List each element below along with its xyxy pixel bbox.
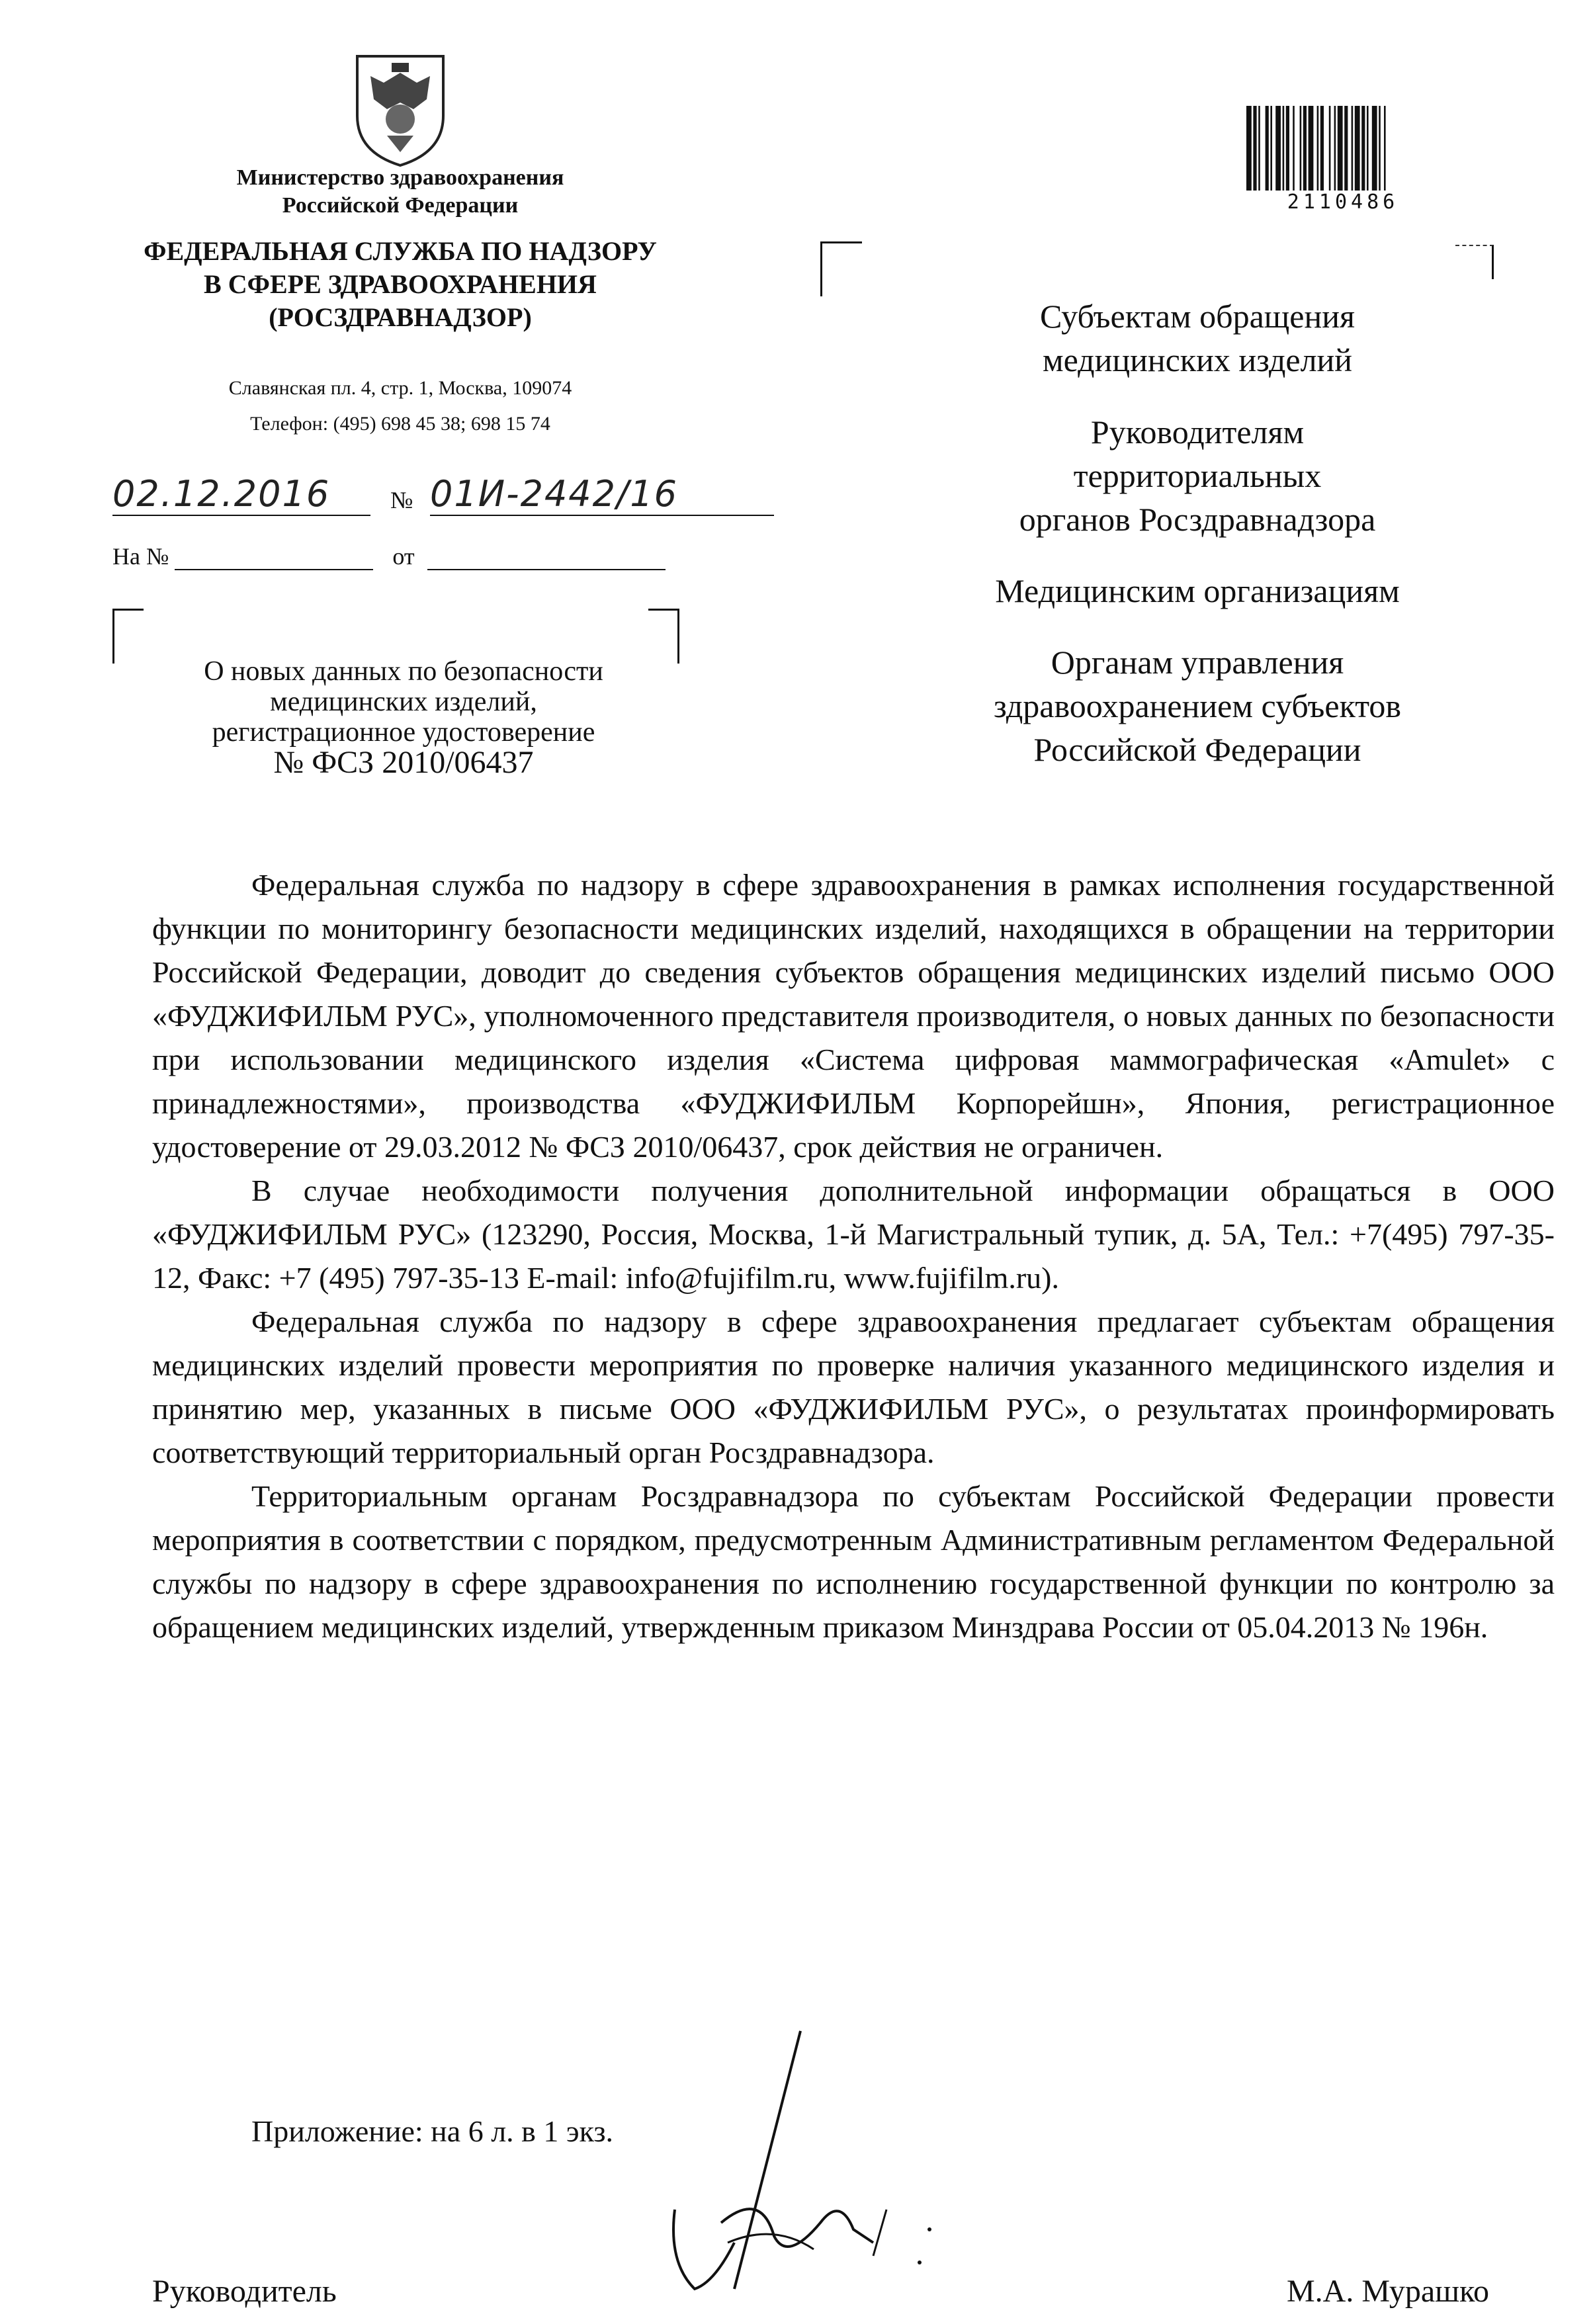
subject-line-1: О новых данных по безопасности bbox=[204, 656, 603, 687]
signatory-name: М.А. Мурашко bbox=[1287, 2274, 1489, 2309]
addressee-line: здравоохранением субъектов bbox=[993, 687, 1402, 724]
ministry-line-1: Министерство здравоохранения bbox=[236, 165, 564, 190]
reply-number-label: На № bbox=[112, 543, 169, 570]
registration-number-label: № bbox=[390, 487, 413, 513]
addressee-1 bbox=[913, 294, 1482, 382]
addressee-line: медицинских изделий bbox=[1042, 341, 1353, 378]
addressee-line: Субъектам обращения bbox=[1040, 298, 1355, 335]
russian-coat-of-arms-icon bbox=[331, 36, 470, 175]
reply-date-field bbox=[427, 546, 666, 570]
subject-line-2: медицинских изделий, bbox=[270, 687, 537, 717]
addressee-line: Руководителям bbox=[1090, 413, 1305, 451]
body-paragraph-2: В случае необходимости получения дополнительной информации обращаться в ООО «ФУДЖИФИЛЬМ РУС» (123290, Россия, Москва, 1-й Магистральный тупик, д. 5А, Тел.: +7(495) 797-35-12, Факс: +7 (495) 797-35-13 E-mail: info@fujifilm.ru, www.fujifilm.ru). bbox=[152, 1174, 1555, 1295]
addressee-line: Российской Федерации bbox=[1033, 731, 1361, 768]
registration-line bbox=[112, 473, 814, 526]
addressee-2 bbox=[913, 410, 1482, 541]
subject-bracket-left bbox=[112, 609, 144, 664]
barcode-number: 2110486 bbox=[1287, 191, 1399, 214]
letter-subject bbox=[146, 656, 662, 778]
subject-bracket-right bbox=[648, 609, 679, 664]
addressee-line: территориальных bbox=[1073, 457, 1322, 494]
addressee-line: Органам управления bbox=[1051, 644, 1344, 681]
reply-number-field bbox=[175, 546, 373, 570]
address-line: Славянская пл. 4, стр. 1, Москва, 109074 bbox=[228, 377, 572, 399]
addressee-line: органов Росздравнадзора bbox=[1019, 501, 1376, 538]
phone-line: Телефон: (495) 698 45 38; 698 15 74 bbox=[250, 413, 550, 435]
addressee-3 bbox=[913, 569, 1482, 613]
body-paragraph-3: Федеральная служба по надзору в сфере здравоохранения предлагает субъектам обращения медицинских изделий провести мероприятия по проверке наличия указанного медицинского изделия и принятию мер, указанных в письме ООО «ФУДЖИФИЛЬМ РУС», о результатах проинформировать соответствующий территориальный орган Росздравнадзора. bbox=[152, 1305, 1555, 1469]
reply-reference-line bbox=[112, 542, 708, 570]
ministry-name bbox=[119, 164, 681, 220]
reply-from-label: от bbox=[392, 543, 415, 570]
registration-date: 02.12.2016 bbox=[112, 473, 370, 516]
addressee-line: Медицинским организациям bbox=[995, 572, 1400, 609]
body-paragraph-1: Федеральная служба по надзору в сфере здравоохранения в рамках исполнения государственной функции по мониторингу безопасности медицинских изделий, находящихся в обращении на территории Российской Федерации, доводит до сведения субъектов обращения медицинских изделий письмо ООО «ФУДЖИФИЛЬМ РУС», уполномоченного представителя производителя, о новых данных по безопасности при использовании медицинского изделия «Система цифровая маммографическая «Amulet» с принадлежностями», производства «ФУДЖИФИЛЬМ Корпорейшн», Япония, регистрационное удостоверение от 29.03.2012 № ФСЗ 2010/06437, срок действия не ограничен. bbox=[152, 868, 1555, 1164]
agency-name bbox=[93, 235, 708, 334]
addressee-4 bbox=[913, 640, 1482, 771]
agency-line-3: (РОСЗДРАВНАДЗОР) bbox=[269, 302, 532, 332]
agency-line-1: ФЕДЕРАЛЬНАЯ СЛУЖБА ПО НАДЗОРУ bbox=[144, 236, 657, 266]
agency-address bbox=[119, 370, 681, 442]
body-paragraph-4: Территориальным органам Росздравнадзора по субъектам Российской Федерации провести мероприятия в соответствии с порядком, предусмотренным Административным регламентом Федеральной службы по надзору в сфере здравоохранения по исполнению государственной функции по контролю за обращением медицинских изделий, утвержденным приказом Минздрава России от 05.04.2013 № 196н. bbox=[152, 1479, 1555, 1644]
letter-body bbox=[152, 863, 1555, 1649]
registration-number: 01И-2442/16 bbox=[430, 473, 774, 516]
subject-line-3: регистрационное удостоверение bbox=[212, 717, 595, 748]
addressee-bracket-left bbox=[820, 241, 862, 296]
agency-line-2: В СФЕРЕ ЗДРАВООХРАНЕНИЯ bbox=[204, 269, 597, 299]
handwritten-signature bbox=[655, 2024, 959, 2302]
ministry-line-2: Российской Федерации bbox=[282, 193, 519, 218]
attachment-note: Приложение: на 6 л. в 1 экз. bbox=[251, 2114, 614, 2148]
subject-line-4: № ФСЗ 2010/06437 bbox=[273, 745, 534, 780]
addressee-bracket-right bbox=[1455, 245, 1494, 279]
signatory-role: Руководитель bbox=[152, 2274, 337, 2309]
barcode bbox=[1244, 106, 1442, 192]
